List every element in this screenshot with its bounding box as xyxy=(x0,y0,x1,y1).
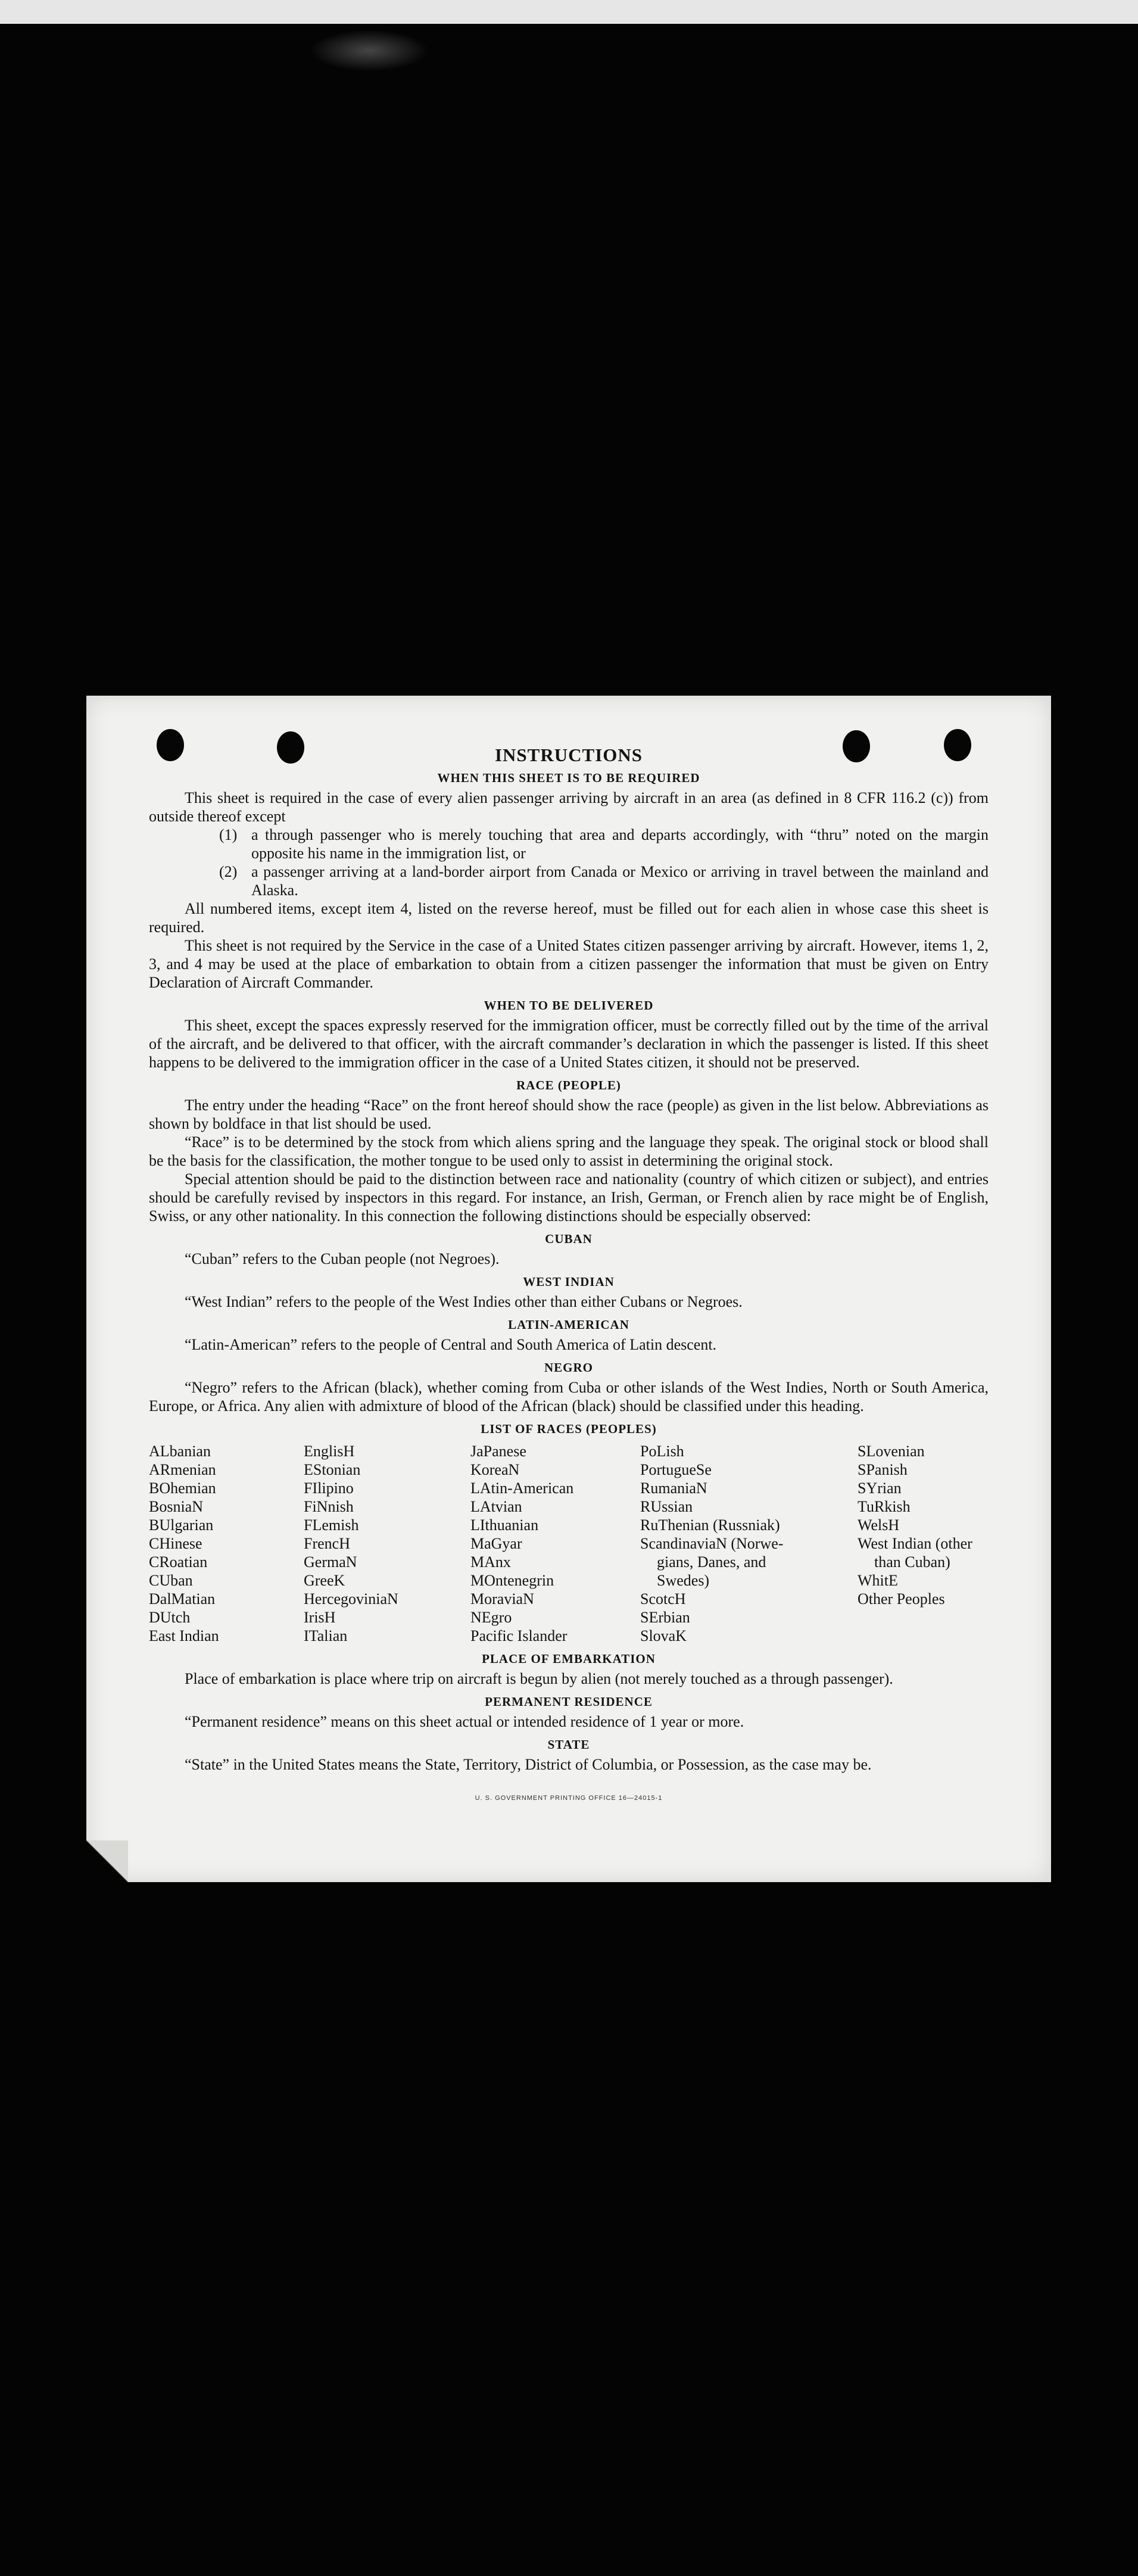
race-item: GermaN xyxy=(304,1553,357,1571)
film-scratch xyxy=(310,30,429,71)
race-column xyxy=(640,1442,858,1645)
section-heading-when-delivered: WHEN TO BE DELIVERED xyxy=(484,998,654,1013)
printing-office-footer: U. S. GOVERNMENT PRINTING OFFICE 16—24015-1 xyxy=(475,1795,663,1802)
document-title: INSTRUCTIONS xyxy=(494,745,643,765)
race-item: BosniaN xyxy=(149,1498,203,1515)
race-item: EnglisH xyxy=(304,1443,355,1460)
race-item: RUssian xyxy=(640,1498,693,1515)
section-heading-race: RACE (PEOPLE) xyxy=(516,1078,621,1092)
film-edge xyxy=(0,0,1138,24)
race-item: EStonian xyxy=(304,1461,361,1478)
race-item: RumaniaN xyxy=(640,1479,707,1497)
race-item: CHinese xyxy=(149,1535,202,1552)
paragraph: Place of embarkation is place where trip on aircraft is begun by alien (not merely touched as a through passenger). xyxy=(185,1670,893,1687)
section-heading-residence: PERMANENT RESIDENCE xyxy=(485,1695,653,1709)
race-item: ScandinaviaN (Norwe- xyxy=(640,1535,784,1552)
section-heading-when-required: WHEN THIS SHEET IS TO BE REQUIRED xyxy=(437,771,700,785)
race-item: SlovaK xyxy=(640,1627,687,1644)
race-list xyxy=(149,1442,989,1645)
race-item: ARmenian xyxy=(149,1461,216,1478)
paragraph: “Negro” refers to the African (black), whether coming from Cuba or other islands of the West Indies, North or South America, Europe, or Africa. Any alien with admixture of blood of the African (black) should be classified under this heading. xyxy=(149,1379,989,1415)
document-body xyxy=(149,746,989,1808)
list-item: (1) a through passenger who is merely touching that area and departs accordingly, with “thru” noted on the margin opposite his name in the immigration list, or xyxy=(219,826,989,862)
race-item: FiNnish xyxy=(304,1498,354,1515)
race-item: gians, Danes, and xyxy=(657,1553,766,1571)
race-item: SErbian xyxy=(640,1609,690,1626)
race-column xyxy=(858,1442,989,1645)
race-item: RuThenian (Russniak) xyxy=(640,1516,780,1534)
race-item: SPanish xyxy=(858,1461,908,1478)
race-item: LIthuanian xyxy=(470,1516,539,1534)
race-item: MAnx xyxy=(470,1553,511,1571)
race-item: FrencH xyxy=(304,1535,350,1552)
race-item: than Cuban) xyxy=(874,1553,950,1571)
race-item: DalMatian xyxy=(149,1590,216,1608)
race-item: KoreaN xyxy=(470,1461,520,1478)
paragraph: “Cuban” refers to the Cuban people (not Negroes). xyxy=(185,1250,500,1267)
paragraph: “Race” is to be determined by the stock from which aliens spring and the language they speak. The original stock or blood shall be the basis for the classification, the mother tongue to be used only to assist in determining the original stock. xyxy=(149,1133,989,1169)
paragraph: Special attention should be paid to the distinction between race and nationality (country of which citizen or subject), and entries should be carefully revised by inspectors in this regard. For instance, an Irish, German, or French alien by race might be of English, Swiss, or any other nationality. In this connection the following distinctions should be especially observed: xyxy=(149,1170,989,1225)
paragraph: “State” in the United States means the State, Territory, District of Columbia, or Possession, as the case may be. xyxy=(185,1756,872,1773)
race-column xyxy=(470,1442,640,1645)
race-item: HercegoviniaN xyxy=(304,1590,398,1608)
paragraph: “Latin-American” refers to the people of Central and South America of Latin descent. xyxy=(185,1336,717,1353)
race-item: Other Peoples xyxy=(858,1590,945,1608)
race-item: FLemish xyxy=(304,1516,359,1534)
race-item: MaGyar xyxy=(470,1535,522,1552)
race-item: MoraviaN xyxy=(470,1590,534,1608)
section-heading-state: STATE xyxy=(547,1737,590,1752)
paragraph: “Permanent residence” means on this sheet actual or intended residence of 1 year or more. xyxy=(185,1713,744,1730)
race-item: CRoatian xyxy=(149,1553,208,1571)
paragraph: “West Indian” refers to the people of the West Indies other than either Cubans or Negroes. xyxy=(185,1293,743,1310)
race-item: LAtin-American xyxy=(470,1479,574,1497)
race-item: Swedes) xyxy=(657,1572,710,1589)
race-item: NEgro xyxy=(470,1609,512,1626)
race-item: WhitE xyxy=(858,1572,898,1589)
race-item: WelsH xyxy=(858,1516,900,1534)
race-item: Pacific Islander xyxy=(470,1627,568,1644)
race-item: SLovenian xyxy=(858,1443,925,1460)
race-item: GreeK xyxy=(304,1572,345,1589)
race-column xyxy=(149,1442,304,1645)
paragraph: This sheet is required in the case of every alien passenger arriving by aircraft in an area (as defined in 8 CFR 116.2 (c)) from outside thereof except xyxy=(149,789,989,825)
instruction-sheet xyxy=(86,696,1051,1882)
race-item: ALbanian xyxy=(149,1443,211,1460)
race-item: PortugueSe xyxy=(640,1461,712,1478)
section-heading-west-indian: WEST INDIAN xyxy=(523,1275,615,1289)
section-heading-list-of-races: LIST OF RACES (PEOPLES) xyxy=(481,1422,657,1436)
race-item: PoLish xyxy=(640,1443,684,1460)
race-item: East Indian xyxy=(149,1627,219,1644)
race-item: SYrian xyxy=(858,1479,902,1497)
race-item: CUban xyxy=(149,1572,193,1589)
section-heading-negro: NEGRO xyxy=(544,1360,593,1375)
paragraph: This sheet, except the spaces expressly reserved for the immigration officer, must be correctly filled out by the time of the arrival of the aircraft, and be delivered to that officer, with the aircraft commander’s declaration in which the passenger is listed. If this sheet happens to be delivered to the immigration officer in the case of a United States citizen, it should not be preserved. xyxy=(149,1017,989,1071)
race-column xyxy=(304,1442,470,1645)
paragraph: The entry under the heading “Race” on the front hereof should show the race (people) as given in the list below. Abbreviations as shown by boldface in that list should be used. xyxy=(149,1097,989,1132)
race-item: TuRkish xyxy=(858,1498,911,1515)
race-item: ITalian xyxy=(304,1627,348,1644)
race-item: BOhemian xyxy=(149,1479,216,1497)
race-item: FIlipino xyxy=(304,1479,354,1497)
section-heading-embarkation: PLACE OF EMBARKATION xyxy=(482,1652,656,1666)
race-item: JaPanese xyxy=(470,1443,526,1460)
paragraph: This sheet is not required by the Service in the case of a United States citizen passenger arriving by aircraft. However, items 1, 2, 3, and 4 may be used at the place of embarkation to obtain from a citizen passenger the information that must be given on Entry Declaration of Aircraft Commander. xyxy=(149,937,989,991)
paragraph: All numbered items, except item 4, listed on the reverse hereof, must be filled out for each alien in whose case this sheet is required. xyxy=(149,900,989,936)
race-item: DUtch xyxy=(149,1609,191,1626)
section-heading-latin-american: LATIN-AMERICAN xyxy=(508,1317,629,1332)
race-item: IrisH xyxy=(304,1609,336,1626)
list-item: (2) a passenger arriving at a land-border airport from Canada or Mexico or arriving in travel between the mainland and Alaska. xyxy=(219,863,989,899)
folded-corner xyxy=(86,1840,128,1882)
race-item: West Indian (other xyxy=(858,1535,972,1552)
race-item: LAtvian xyxy=(470,1498,522,1515)
race-item: ScotcH xyxy=(640,1590,686,1608)
section-heading-cuban: CUBAN xyxy=(545,1232,593,1246)
race-item: MOntenegrin xyxy=(470,1572,554,1589)
race-item: BUlgarian xyxy=(149,1516,214,1534)
